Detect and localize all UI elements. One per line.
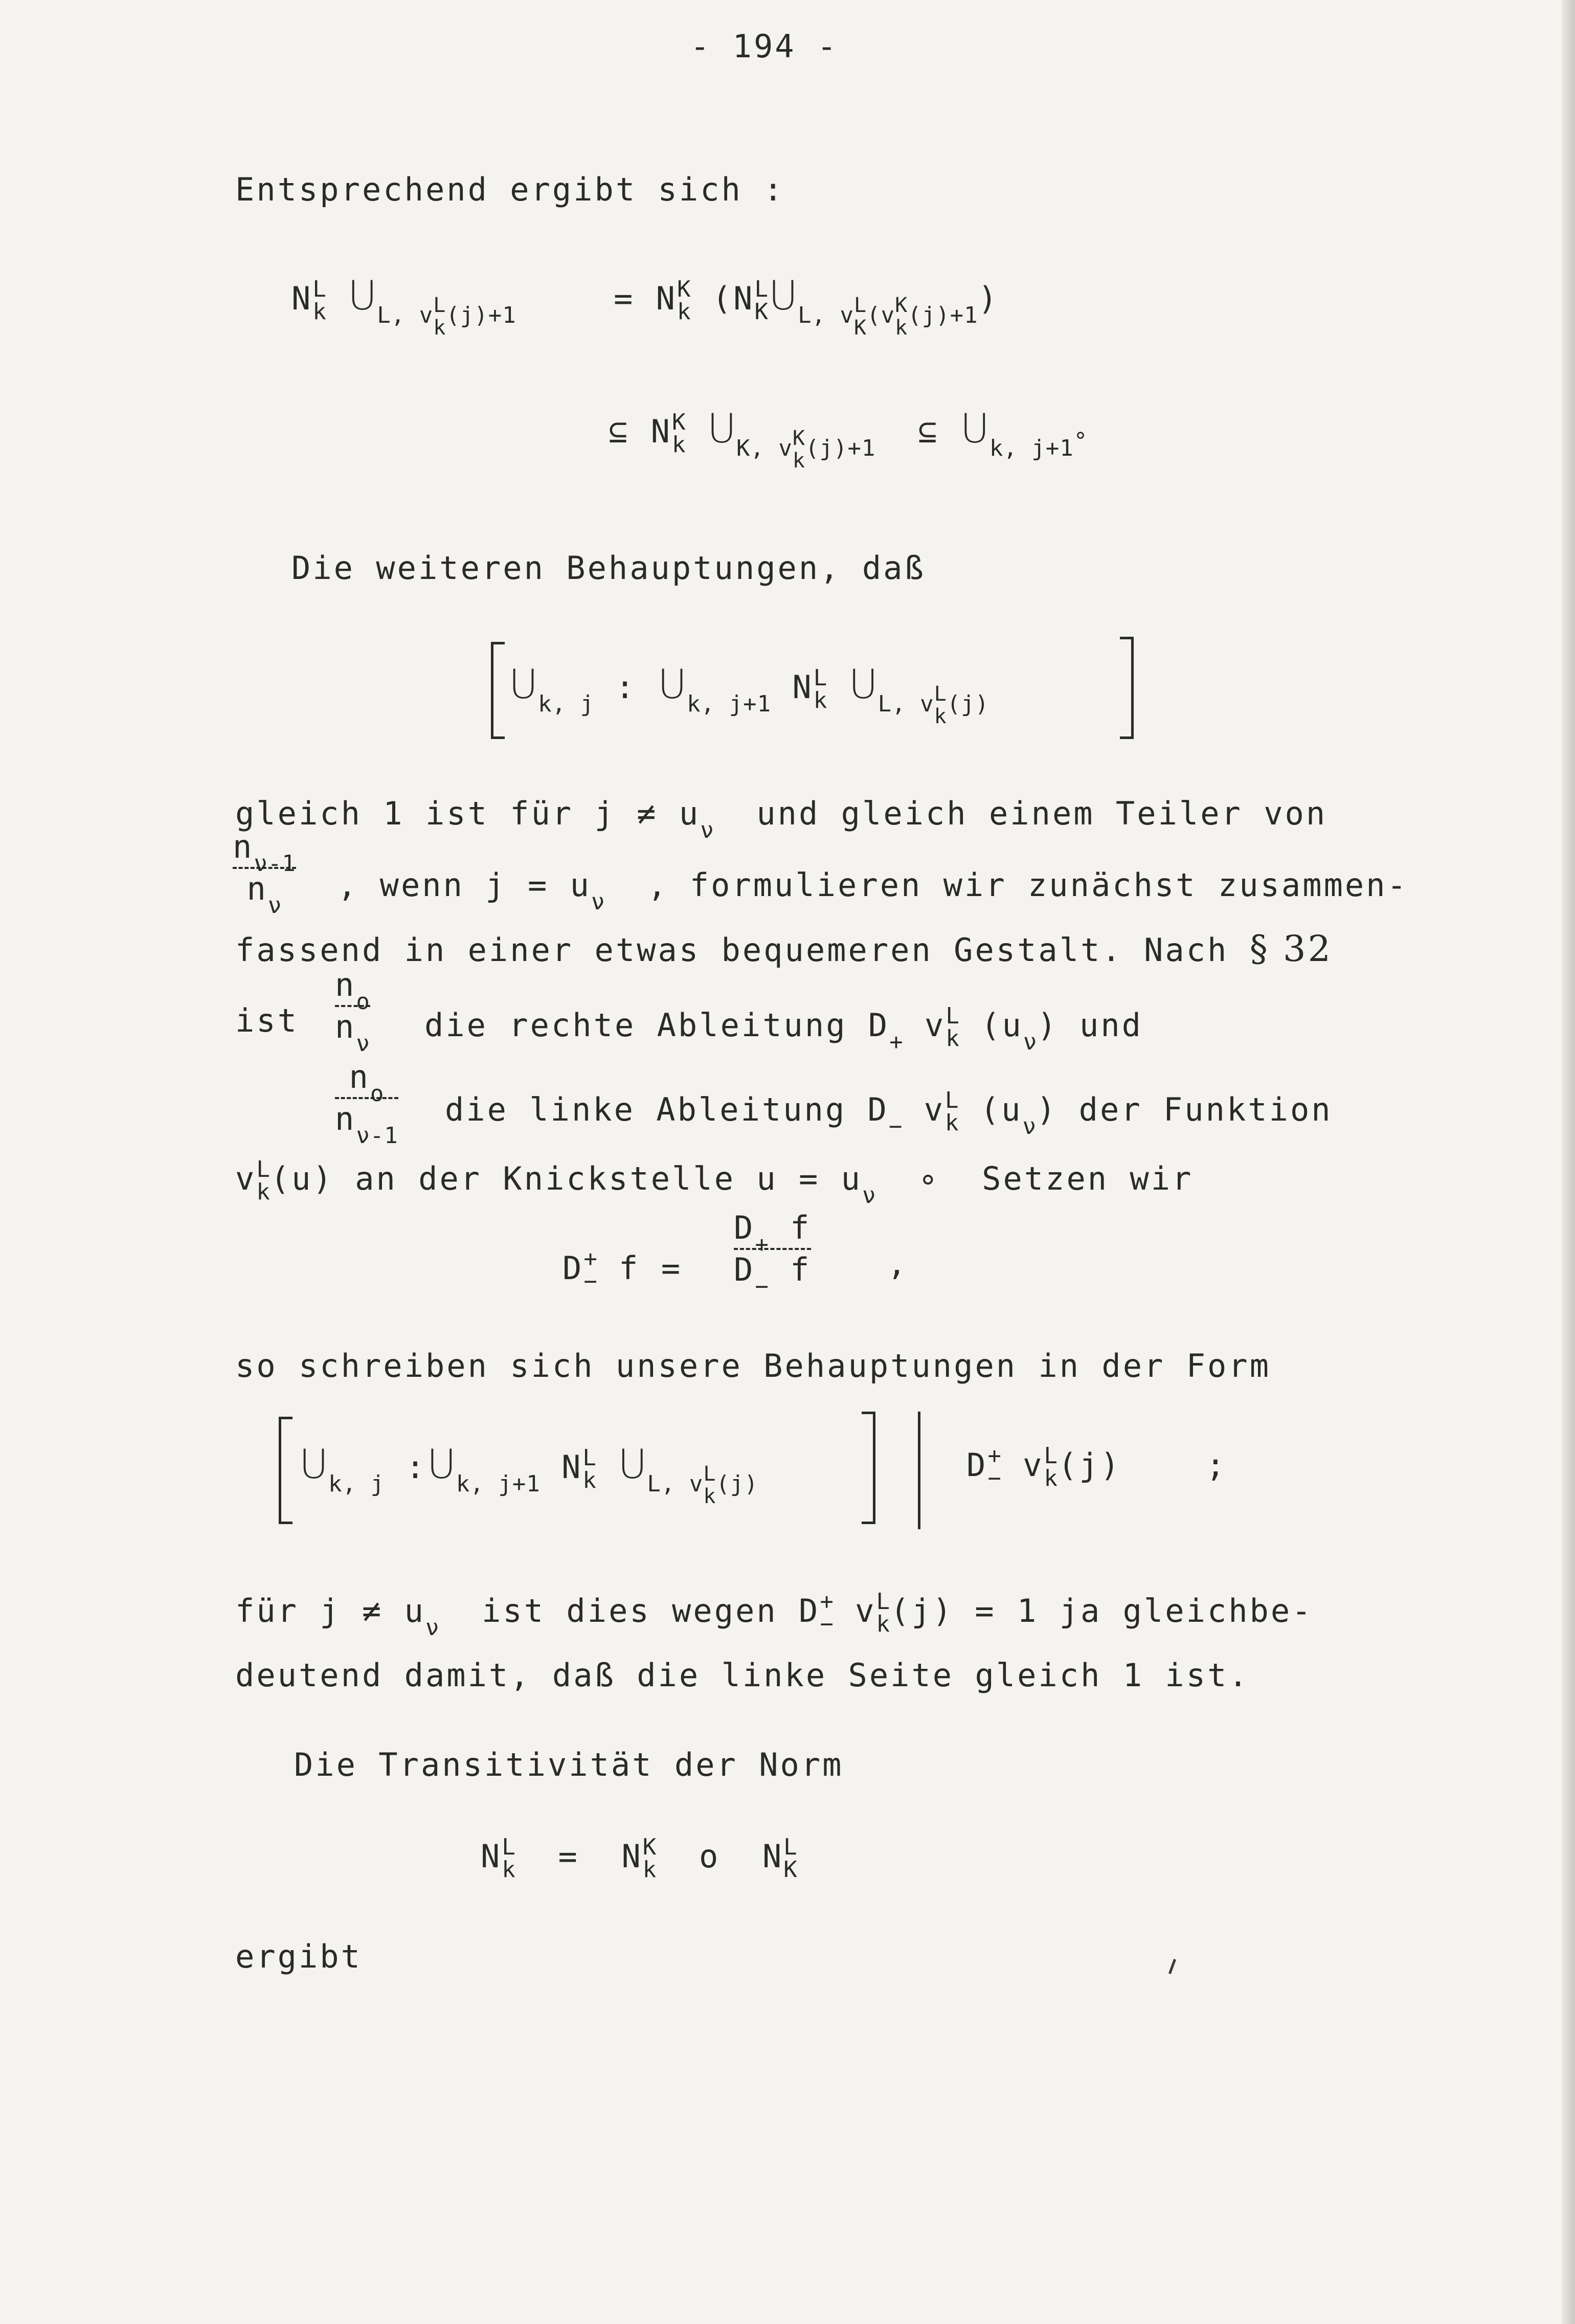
eq4-content: $U_{k, j}$ $:U_{k, j+1}$ N L k $U_{L, v L k (j)}$ [299,1442,758,1508]
eq1-row1-lhs: N L k $U_{L, v L k (j)+1}$ [291,273,516,340]
text-line-3: gleich 1 ist für $j \ne u_\nu$ und gleich einem Teiler von [235,795,1328,843]
eq4-right-bracket [862,1412,875,1524]
text-line-12: Die Transitivität der Norm [294,1746,844,1783]
text-line-7: die linke Ableitung $D_-$ v L k $(u_\nu)$ der Funktion [445,1087,1333,1140]
page-edge [1562,0,1575,2324]
text-line-11: deutend damit, daß die linke Seite gleich 1 ist. [235,1657,1250,1694]
text-line-9: so schreiben sich unsere Behauptungen in der Form [235,1347,1271,1384]
text-line-2: Die weiteren Behauptungen, daß [291,549,926,587]
eq3-lhs: D + − f = [562,1246,683,1294]
fraction-n-nu-minus-1-over-n-nu: $n_{\nu-1}$ $n_\nu$ [233,828,296,919]
eq4-divides-bar [918,1412,920,1529]
stray-pen-mark [1168,1959,1176,1974]
eq2-left-bracket [491,642,505,739]
fraction-n0-over-n-nu-minus-1: $n_o$ $n_{\nu-1}$ [335,1058,398,1149]
text-line-5: fassend in einer etwas bequemeren Gestalt. Nach § 32 [235,928,1333,970]
eq1-row2: ⊆ N K k $U_{K, v K k (j)+1}$ ⊆ $U_{k, j+1}\circ$ [609,406,1088,473]
page-number: - 194 - [690,28,839,65]
text-line-6b: die rechte Ableitung $D_+$ v L k $(u_\nu)$ und [424,1003,1143,1056]
eq2-right-bracket [1120,637,1134,739]
text-line-8: v L k (u) an der Knickstelle $u = u_\nu$ ∘ Setzen wir [235,1156,1194,1209]
eq1-row1-rhs: = N K k (N L K $U_{L, v L K (v K k (j)+1}$) [614,273,999,340]
eq4-left-bracket [279,1417,292,1524]
text-line-4: , wenn $j = u_\nu$ , formulieren wir zunächst zusammen- [338,866,1408,915]
text-line-10: für $j \ne u_\nu$ ist dies wegen D + − v L k (j) = 1 ja gleichbe- [235,1589,1313,1641]
eq2-content: $U_{k, j}$ : $U_{k, j+1}$ N L k $U_{L, v L k (j)}$ [509,662,989,728]
eq5-transitivity: N L k = N K k o N L K [481,1834,798,1883]
eq4-rhs: D + − v L k (j) ; [966,1443,1227,1491]
eq3-comma: , [887,1245,909,1282]
fraction-n0-over-n-nu: $n_o$ $n_\nu$ [335,966,370,1057]
text-line-13: ergibt [235,1938,362,1975]
eq3-fraction: $D_+$ f $D_-$ f [734,1209,812,1300]
text-line-6a: ist [235,1002,299,1039]
text-line-1: Entsprechend ergibt sich : [235,171,785,208]
